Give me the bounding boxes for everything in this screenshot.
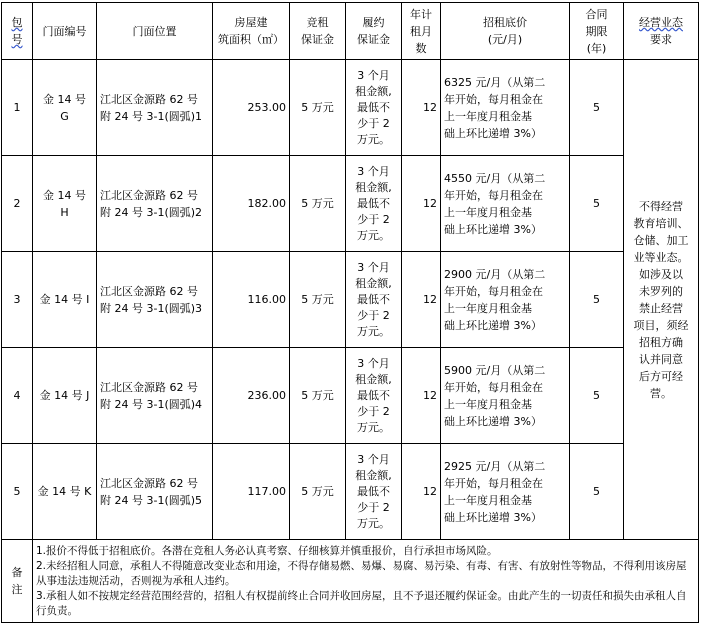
lot-cell bbox=[2, 156, 33, 252]
performance-line: 万元。 bbox=[357, 132, 390, 146]
price-line: 年开始，每月租金在 bbox=[444, 92, 543, 106]
location-line2: 附 24 号 3-1(圆弧)1 bbox=[100, 109, 203, 123]
remarks-label-line1: 备 bbox=[11, 566, 23, 579]
price-line: 础上环比递增 3%） bbox=[444, 510, 542, 524]
shop-no-line1: 金 14 号 bbox=[43, 92, 86, 106]
term-value: 5 bbox=[593, 389, 600, 402]
performance-cell bbox=[346, 348, 402, 444]
price-line: 础上环比递增 3%） bbox=[444, 318, 542, 332]
performance-line: 最低不 bbox=[357, 196, 390, 210]
deposit-value: 5 万元 bbox=[301, 101, 334, 114]
term-value: 5 bbox=[593, 197, 600, 210]
header-location-text: 门面位置 bbox=[132, 24, 177, 38]
price-line: 年开始，每月租金在 bbox=[444, 476, 543, 490]
requirement-cell bbox=[624, 60, 699, 540]
performance-line: 租金额, bbox=[355, 84, 392, 98]
price-line: 上一年度月租金基 bbox=[444, 205, 532, 219]
deposit-cell bbox=[290, 156, 346, 252]
performance-line: 3 个月 bbox=[357, 452, 390, 466]
price-cell bbox=[441, 444, 570, 540]
requirement-line: 招租方确 bbox=[639, 335, 683, 349]
area-cell bbox=[213, 444, 290, 540]
performance-line: 万元。 bbox=[357, 324, 390, 338]
header-lot-line1: 包 bbox=[11, 16, 23, 29]
price-line: 2925 元/月（从第二 bbox=[444, 459, 546, 473]
deposit-value: 5 万元 bbox=[301, 197, 334, 210]
location-line2: 附 24 号 3-1(圆弧)4 bbox=[100, 397, 203, 411]
header-row bbox=[2, 3, 699, 60]
remarks-label-cell bbox=[2, 540, 33, 623]
performance-line: 万元。 bbox=[357, 228, 390, 242]
price-line: 础上环比递增 3%） bbox=[444, 126, 542, 140]
performance-cell bbox=[346, 156, 402, 252]
term-value: 5 bbox=[593, 101, 600, 114]
months-value: 12 bbox=[423, 197, 437, 210]
price-line: 础上环比递增 3%） bbox=[444, 414, 542, 428]
table-row bbox=[2, 348, 699, 444]
shop-no-line1: 金 14 号 I bbox=[39, 293, 90, 306]
area-value: 117.00 bbox=[247, 485, 286, 498]
term-value: 5 bbox=[593, 293, 600, 306]
price-line: 上一年度月租金基 bbox=[444, 493, 532, 507]
term-cell bbox=[570, 444, 624, 540]
requirement-line: 仓储、加工 bbox=[633, 233, 689, 247]
shop-no-line2: G bbox=[60, 109, 69, 123]
area-value: 182.00 bbox=[247, 197, 286, 210]
price-line: 上一年度月租金基 bbox=[444, 301, 532, 315]
location-cell bbox=[97, 348, 213, 444]
header-base-price bbox=[441, 3, 570, 60]
performance-line: 万元。 bbox=[357, 516, 390, 530]
header-deposit-line1: 竞租 bbox=[306, 16, 329, 29]
performance-line: 最低不 bbox=[357, 100, 390, 114]
header-lot bbox=[2, 3, 33, 60]
header-performance-line1: 履约 bbox=[362, 16, 385, 29]
shop-no-cell bbox=[33, 60, 97, 156]
performance-line: 少于 2 bbox=[357, 308, 390, 322]
price-line: 上一年度月租金基 bbox=[444, 397, 532, 411]
price-line: 年开始，每月租金在 bbox=[444, 284, 543, 298]
header-requirement-line1: 经营业态 bbox=[639, 16, 683, 29]
requirement-line: 如涉及以 bbox=[639, 267, 683, 281]
shop-no-line1: 金 14 号 K bbox=[37, 485, 92, 498]
deposit-cell bbox=[290, 348, 346, 444]
performance-line: 万元。 bbox=[357, 420, 390, 434]
location-line2: 附 24 号 3-1(圆弧)5 bbox=[100, 493, 203, 507]
price-line: 5900 元/月（从第二 bbox=[444, 363, 546, 377]
price-line: 4550 元/月（从第二 bbox=[444, 171, 546, 185]
remark-item: 3.承租人如不按规定经营范围经营的，招租人有权提前终止合同并收回房屋，且不予退还履约保证金。由此产生的一切责任和损失由承租人自行负责。 bbox=[36, 589, 687, 617]
remarks-text-cell bbox=[33, 540, 699, 623]
location-cell bbox=[97, 444, 213, 540]
lot-number: 5 bbox=[13, 485, 21, 498]
deposit-cell bbox=[290, 60, 346, 156]
performance-cell bbox=[346, 252, 402, 348]
area-value: 116.00 bbox=[247, 293, 286, 306]
location-line1: 江北区金源路 62 号 bbox=[100, 92, 198, 106]
header-performance bbox=[346, 3, 402, 60]
location-cell bbox=[97, 156, 213, 252]
performance-line: 少于 2 bbox=[357, 404, 390, 418]
location-line1: 江北区金源路 62 号 bbox=[100, 188, 198, 202]
table-row bbox=[2, 444, 699, 540]
months-value: 12 bbox=[423, 101, 437, 114]
header-deposit-line2: 保证金 bbox=[301, 33, 334, 46]
performance-cell bbox=[346, 444, 402, 540]
price-line: 础上环比递增 3%） bbox=[444, 222, 542, 236]
location-cell bbox=[97, 252, 213, 348]
months-value: 12 bbox=[423, 485, 437, 498]
shop-no-line1: 金 14 号 J bbox=[39, 389, 90, 402]
header-performance-line2: 保证金 bbox=[357, 33, 390, 46]
lot-number: 2 bbox=[13, 197, 21, 210]
header-shop-no-text: 门面编号 bbox=[42, 24, 87, 38]
header-months-line1: 年计 bbox=[410, 7, 432, 21]
performance-line: 租金额, bbox=[355, 276, 392, 290]
performance-line: 租金额, bbox=[355, 468, 392, 482]
requirement-line: 不得经营 bbox=[639, 199, 683, 213]
months-cell bbox=[402, 252, 441, 348]
deposit-cell bbox=[290, 444, 346, 540]
performance-line: 最低不 bbox=[357, 292, 390, 306]
header-term-line1: 合同 bbox=[585, 7, 608, 21]
header-price-line1: 招租底价 bbox=[483, 16, 527, 29]
header-requirement-line2: 要求 bbox=[650, 33, 672, 46]
performance-line: 3 个月 bbox=[357, 68, 390, 82]
performance-line: 少于 2 bbox=[357, 212, 390, 226]
lot-number: 3 bbox=[13, 293, 21, 306]
shop-no-line1: 金 14 号 bbox=[43, 188, 86, 202]
remark-item: 1.报价不得低于招租底价。各潜在竞租人务必认真考察、仔细核算并慎重报价，自行承担市场风险。 bbox=[36, 544, 498, 557]
price-line: 上一年度月租金基 bbox=[444, 109, 532, 123]
lease-table bbox=[1, 2, 699, 623]
header-area-line2: 筑面积（㎡） bbox=[218, 33, 284, 46]
performance-line: 3 个月 bbox=[357, 356, 390, 370]
price-cell bbox=[441, 156, 570, 252]
header-months-line3: 数 bbox=[415, 41, 427, 55]
header-deposit bbox=[290, 3, 346, 60]
price-cell bbox=[441, 252, 570, 348]
price-cell bbox=[441, 348, 570, 444]
requirement-line: 认并同意 bbox=[639, 352, 683, 366]
performance-line: 3 个月 bbox=[357, 260, 390, 274]
shop-no-cell bbox=[33, 156, 97, 252]
lot-number: 4 bbox=[13, 389, 21, 402]
lot-cell bbox=[2, 252, 33, 348]
header-price-line2: (元/月) bbox=[487, 33, 523, 46]
lot-cell bbox=[2, 444, 33, 540]
lot-cell bbox=[2, 348, 33, 444]
price-cell bbox=[441, 60, 570, 156]
requirement-line: 项目，须经 bbox=[633, 318, 689, 332]
term-cell bbox=[570, 348, 624, 444]
requirement-line: 业等业态。 bbox=[633, 250, 689, 264]
shop-no-cell bbox=[33, 444, 97, 540]
location-line2: 附 24 号 3-1(圆弧)2 bbox=[100, 205, 203, 219]
lot-number: 1 bbox=[13, 101, 21, 114]
price-line: 年开始，每月租金在 bbox=[444, 380, 543, 394]
months-cell bbox=[402, 348, 441, 444]
area-cell bbox=[213, 348, 290, 444]
months-cell bbox=[402, 60, 441, 156]
table-row bbox=[2, 60, 699, 156]
header-requirement bbox=[624, 3, 699, 60]
performance-line: 少于 2 bbox=[357, 500, 390, 514]
requirement-line: 未罗列的 bbox=[639, 284, 683, 298]
deposit-value: 5 万元 bbox=[301, 389, 334, 402]
price-line: 6325 元/月（从第二 bbox=[444, 75, 546, 89]
term-cell bbox=[570, 60, 624, 156]
location-line1: 江北区金源路 62 号 bbox=[100, 380, 198, 394]
area-cell bbox=[213, 156, 290, 252]
shop-no-line2: H bbox=[60, 205, 69, 219]
area-value: 236.00 bbox=[247, 389, 286, 402]
header-shop-no bbox=[33, 3, 97, 60]
term-cell bbox=[570, 156, 624, 252]
months-value: 12 bbox=[423, 293, 437, 306]
deposit-value: 5 万元 bbox=[301, 485, 334, 498]
months-value: 12 bbox=[423, 389, 437, 402]
remarks-row bbox=[2, 540, 699, 623]
header-area bbox=[213, 3, 290, 60]
header-lot-line2: 号 bbox=[11, 33, 23, 46]
header-term bbox=[570, 3, 624, 60]
requirement-line: 教育培训、 bbox=[633, 216, 689, 230]
performance-line: 租金额, bbox=[355, 180, 392, 194]
deposit-value: 5 万元 bbox=[301, 293, 334, 306]
price-line: 2900 元/月（从第二 bbox=[444, 267, 546, 281]
remarks-label-line2: 注 bbox=[11, 583, 23, 596]
performance-line: 租金额, bbox=[355, 372, 392, 386]
location-cell bbox=[97, 60, 213, 156]
table-row bbox=[2, 156, 699, 252]
area-cell bbox=[213, 60, 290, 156]
location-line2: 附 24 号 3-1(圆弧)3 bbox=[100, 301, 203, 315]
performance-line: 最低不 bbox=[357, 484, 390, 498]
months-cell bbox=[402, 156, 441, 252]
area-value: 253.00 bbox=[247, 101, 286, 114]
table-row bbox=[2, 252, 699, 348]
requirement-line: 禁止经营 bbox=[639, 301, 683, 315]
area-cell bbox=[213, 252, 290, 348]
price-line: 年开始，每月租金在 bbox=[444, 188, 543, 202]
shop-no-cell bbox=[33, 252, 97, 348]
location-line1: 江北区金源路 62 号 bbox=[100, 476, 198, 490]
remark-item: 2.未经招租人同意，承租人不得随意改变业态和用途，不得存储易燃、易爆、易腐、易污染、有毒、有害、有放射性等物品，不得利用该房屋从事违法违规活动，否则视为承租人违约。 bbox=[36, 559, 687, 587]
months-cell bbox=[402, 444, 441, 540]
term-value: 5 bbox=[593, 485, 600, 498]
performance-line: 少于 2 bbox=[357, 116, 390, 130]
term-cell bbox=[570, 252, 624, 348]
location-line1: 江北区金源路 62 号 bbox=[100, 284, 198, 298]
deposit-cell bbox=[290, 252, 346, 348]
shop-no-cell bbox=[33, 348, 97, 444]
performance-cell bbox=[346, 60, 402, 156]
header-term-line3: (年) bbox=[586, 41, 607, 55]
header-term-line2: 期限 bbox=[585, 24, 608, 38]
header-months-line2: 租月 bbox=[410, 24, 432, 38]
requirement-line: 后方可经 bbox=[639, 369, 683, 383]
requirement-line: 营。 bbox=[650, 386, 672, 400]
header-months bbox=[402, 3, 441, 60]
header-area-line1: 房屋建 bbox=[234, 16, 268, 29]
performance-line: 3 个月 bbox=[357, 164, 390, 178]
header-location bbox=[97, 3, 213, 60]
performance-line: 最低不 bbox=[357, 388, 390, 402]
lot-cell bbox=[2, 60, 33, 156]
